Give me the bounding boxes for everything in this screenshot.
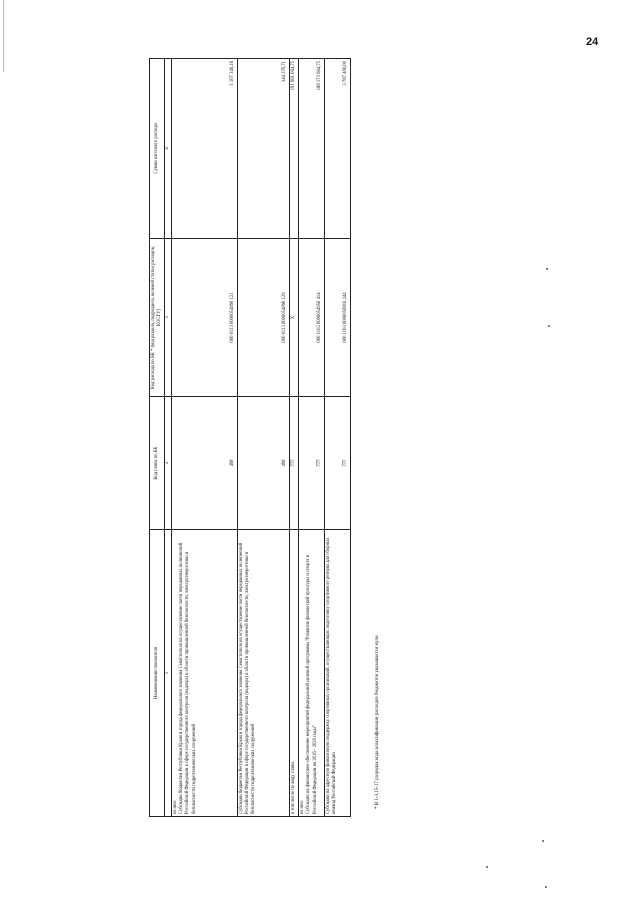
page-number: 24 (586, 36, 599, 48)
column-number: 3 (165, 239, 172, 397)
row-expense-code: 000 0113 0000054890 129 (238, 239, 290, 397)
row-expense-code: 000 1102 0000054950 414 (299, 239, 325, 397)
margin-line (3, 0, 4, 72)
row-amount: 191 961 064,75 (290, 59, 299, 239)
header-chapter-code: Код главы по БК (150, 397, 165, 530)
column-number-row (165, 59, 172, 817)
table-row (172, 59, 238, 817)
footnote: * В 1-3,15-17 разрядах кода классификации расходов бюджетов указывается нули (375, 635, 380, 809)
cash-expense-table (149, 58, 351, 817)
column-number: 1 (165, 530, 172, 817)
table-row (299, 59, 325, 817)
row-name: из них: Субсидии на финансовое обеспечение мероприятий федеральной целевой программы "Развитие физической культуры и спорта в Российской Федерации на 2016 - 2020 годы" (299, 530, 325, 817)
header-indicator-name: Наименование показателя (150, 530, 165, 817)
row-amount: 1 107 349,16 (172, 59, 238, 239)
row-amount: 3 787 400,00 (325, 59, 351, 239)
row-name: Субсидии на адресную финансовую поддержку спортивных организаций, осуществляющих подготовку спортивного резерва для сборных команд Российской Федерации (325, 530, 351, 817)
row-chapter-code: 498 (172, 397, 238, 530)
scan-speck (546, 268, 548, 270)
rotated-sheet (149, 59, 380, 817)
column-number: 2 (165, 397, 172, 530)
scan-speck (545, 886, 547, 888)
table-row (325, 59, 351, 817)
row-chapter-code: 498 (238, 397, 290, 530)
row-name: Субсидии бюджетам Республики Крым и города федерального значения Севастополя на осуществление части переданных полномочий Российской Федерации в сфере государственного контроля (надзора) в области промышленной безопасности, электроэнергетики и безопасности гидротехнических сооружений (238, 530, 290, 817)
row-amount: 188 173 664,75 (299, 59, 325, 239)
scan-speck (548, 325, 550, 327)
row-name: из них: Субсидии бюджетам Республики Крым и города федерального значения Севастополя на осуществление части переданных полномочий Российской Федерации в сфере государственного контроля (надзора) в области промышленной безопасности, электроэнергетики и безопасности гидротехнических сооружений (172, 530, 238, 817)
row-chapter-code: 777 (325, 397, 351, 530)
column-number: 4 (165, 59, 172, 239)
header-cash-amount: Сумма кассового расхода (150, 59, 165, 239)
scan-speck (486, 866, 488, 868)
table-row (238, 59, 290, 817)
table-header-row (150, 59, 165, 817)
row-expense-code: 000 1103 0000050810 244 (325, 239, 351, 397)
row-amount: 344 370,71 (238, 59, 290, 239)
table-row (290, 59, 299, 817)
scan-speck (542, 840, 544, 842)
row-expense-code: X (290, 239, 299, 397)
header-expense-code: Код расхода по БК * (код раздела, подраздела, целевой статьи расходов, КОСГУ) (150, 239, 165, 397)
row-chapter-code: 777 (290, 397, 299, 530)
row-chapter-code: 777 (299, 397, 325, 530)
row-name: в том числе по виду главы (290, 530, 299, 817)
row-expense-code: 000 0113 0000054890 121 (172, 239, 238, 397)
